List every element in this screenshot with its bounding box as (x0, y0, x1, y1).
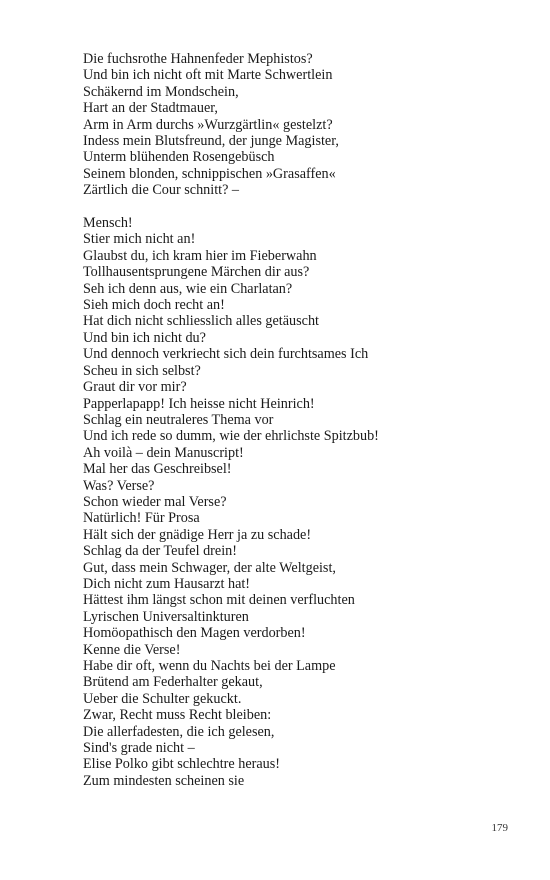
poem-line: Glaubst du, ich kram hier im Fieberwahn (83, 247, 317, 264)
poem-line: Dich nicht zum Hausarzt hat! (83, 575, 251, 592)
poem-line: Und bin ich nicht du? (83, 329, 206, 346)
poem-line: Hält sich der gnädige Herr ja zu schade! (83, 526, 312, 543)
poem-line: Ah voilà – dein Manuscript! (83, 444, 244, 461)
poem-line: Schlag da der Teufel drein! (83, 543, 237, 560)
poem-line: Schäkernd im Mondschein, (83, 83, 239, 100)
poem-line: Die fuchsrothe Hahnenfeder Mephistos? (83, 51, 313, 67)
poem-line: Schlag ein neutraleres Thema vor (83, 411, 274, 428)
poem-line: Seinem blonden, schnippischen »Grasaffen« (83, 165, 336, 182)
poem-line: Papperlapapp! Ich heisse nicht Heinrich! (83, 395, 315, 412)
poem-line: Kenne die Verse! (83, 641, 181, 658)
poem-line: Habe dir oft, wenn du Nachts bei der Lampe (83, 658, 336, 675)
poem-line: Und ich rede so dumm, wie der ehrlichste Spitzbub! (83, 428, 379, 445)
poem-line: Sieh mich doch recht an! (83, 297, 225, 314)
poem-line: Stier mich nicht an! (83, 231, 196, 248)
poem-line: Arm in Arm durchs »Wurzgärtlin« gestelzt? (83, 116, 333, 133)
poem-line: Mensch! (83, 215, 133, 232)
poem-line: Natürlich! Für Prosa (83, 510, 200, 527)
poem-line: Lyrischen Universaltinkturen (83, 608, 249, 625)
poem-text (83, 51, 523, 789)
poem-line: Schon wieder mal Verse? (83, 493, 227, 510)
poem-line: Hättest ihm längst schon mit deinen verfluchten (83, 592, 355, 609)
poem-line: Indess mein Blutsfreund, der junge Magister, (83, 133, 339, 150)
poem-line: Tollhausentsprungene Märchen dir aus? (83, 264, 310, 281)
poem-line: Gut, dass mein Schwager, der alte Weltgeist, (83, 559, 336, 576)
poem-line: Hart an der Stadtmauer, (83, 100, 218, 117)
poem-line: Und bin ich nicht oft mit Marte Schwertlein (83, 67, 333, 84)
poem-line: Homöopathisch den Magen verdorben! (83, 625, 306, 642)
poem-line: Ueber die Schulter gekuckt. (83, 690, 242, 707)
poem-line: Brütend am Federhalter gekaut, (83, 674, 263, 691)
poem-line: Graut dir vor mir? (83, 379, 187, 396)
poem-line: Die allerfadesten, die ich gelesen, (83, 723, 275, 740)
poem-line: Hat dich nicht schliesslich alles getäuscht (83, 313, 319, 330)
poem-line: Elise Polko gibt schlechtre heraus! (83, 756, 280, 773)
poem-line: Zwar, Recht muss Recht bleiben: (83, 707, 272, 724)
page-number: 179 (491, 822, 508, 834)
poem-line: Zärtlich die Cour schnitt? – (83, 182, 240, 199)
poem-line: Unterm blühenden Rosengebüsch (83, 149, 275, 166)
poem-line: Sind's grade nicht – (83, 740, 195, 757)
stanza (83, 215, 523, 789)
poem-line: Mal her das Geschreibsel! (83, 461, 232, 478)
poem-line: Zum mindesten scheinen sie (83, 772, 245, 789)
poem-line: Seh ich denn aus, wie ein Charlatan? (83, 280, 293, 297)
poem-line: Was? Verse? (83, 477, 155, 494)
poem-line: Scheu in sich selbst? (83, 362, 201, 379)
stanza (83, 51, 523, 199)
poem-line: Und dennoch verkriecht sich dein furchtsames Ich (83, 346, 369, 363)
